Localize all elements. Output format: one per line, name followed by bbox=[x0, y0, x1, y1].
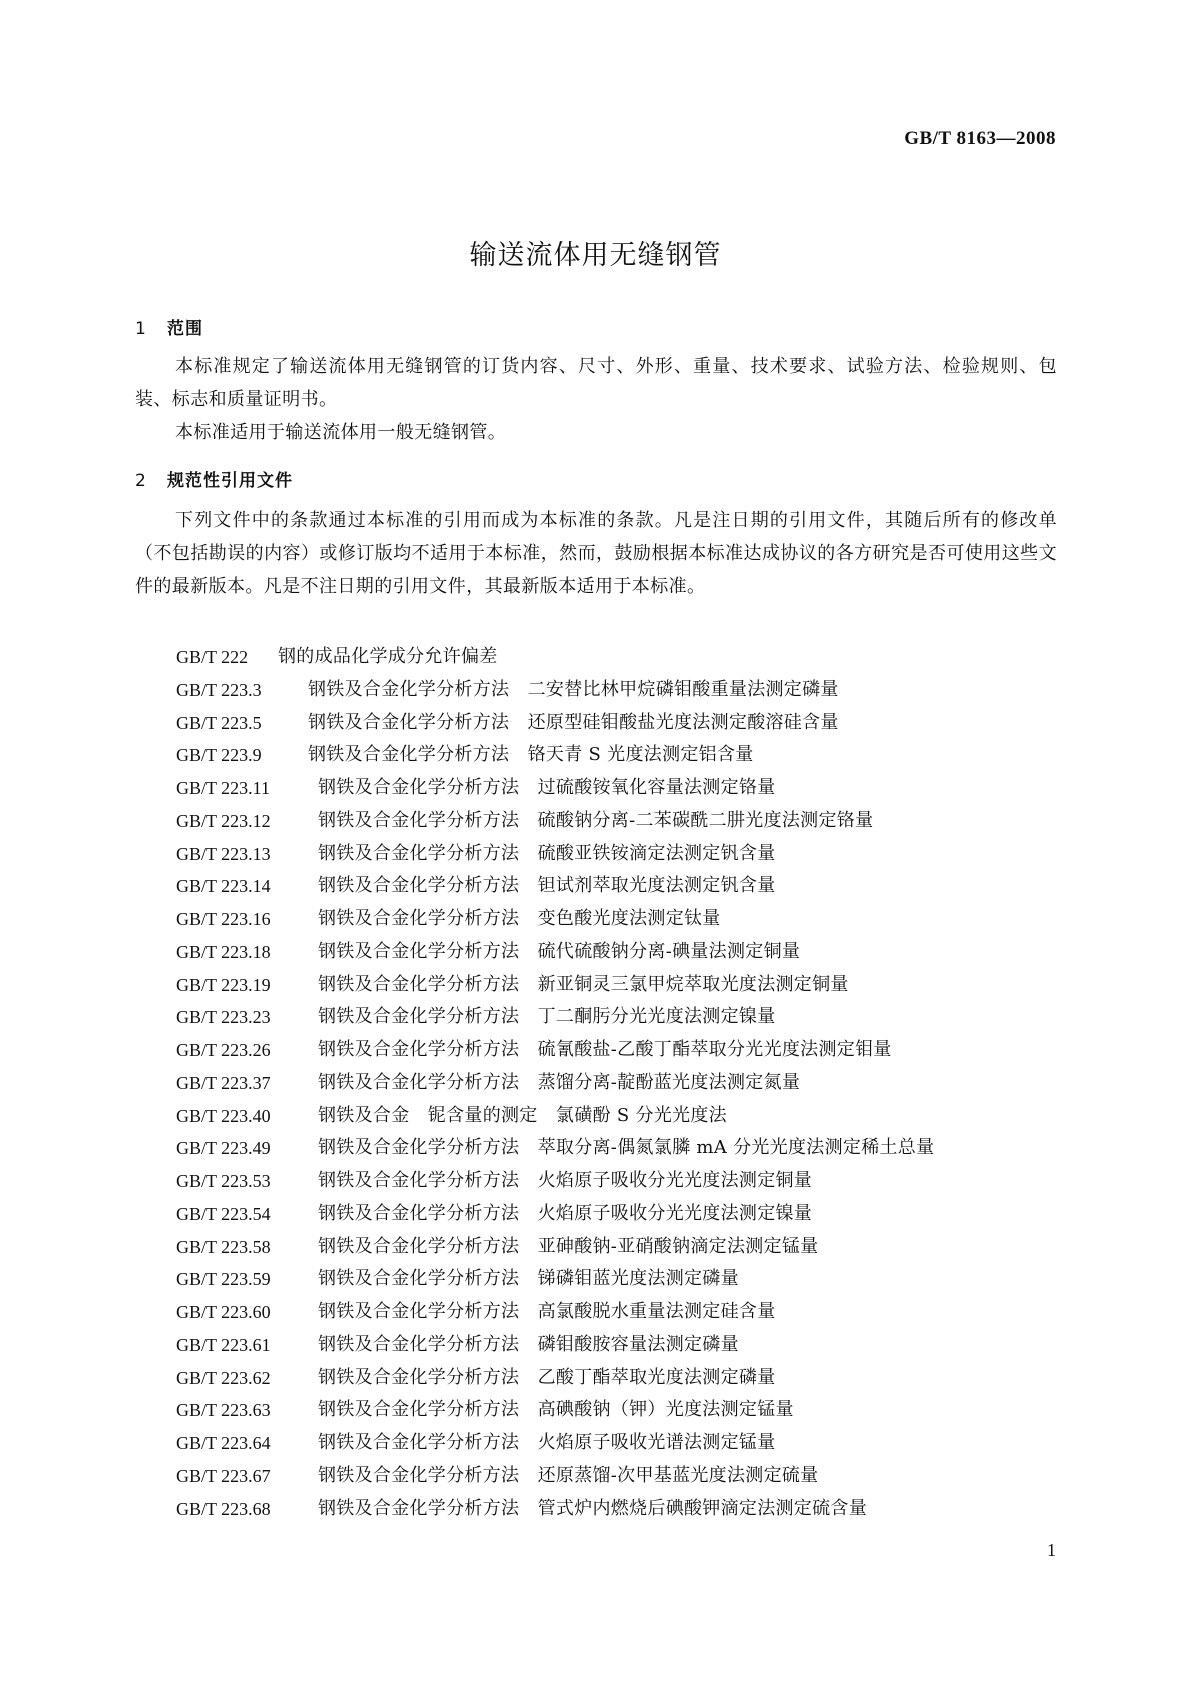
reference-item bbox=[176, 1034, 1066, 1067]
reference-code: GB/T 223.11 bbox=[176, 778, 271, 798]
reference-item bbox=[176, 870, 1066, 903]
reference-title: 钢铁及合金化学分析方法 铬天青 S 光度法测定铝含量 bbox=[308, 744, 754, 766]
section-title: 规范性引用文件 bbox=[167, 471, 293, 491]
reference-code: GB/T 223.61 bbox=[176, 1334, 271, 1355]
section-heading-normative-references bbox=[135, 466, 293, 491]
standard-code: GB/T 8163—2008 bbox=[904, 128, 1056, 149]
reference-code: GB/T 223.59 bbox=[176, 1269, 271, 1290]
reference-item bbox=[176, 1132, 1066, 1165]
reference-title: 钢铁及合金化学分析方法 丁二酮肟分光光度法测定镍量 bbox=[318, 1006, 776, 1028]
reference-item bbox=[176, 1362, 1066, 1395]
reference-item bbox=[176, 1493, 1066, 1526]
reference-title: 钢的成品化学成分允许偏差 bbox=[278, 646, 498, 667]
section-number: 2 bbox=[135, 471, 147, 491]
reference-title: 钢铁及合金化学分析方法 磷钼酸胺容量法测定磷量 bbox=[318, 1333, 739, 1355]
reference-title: 钢铁及合金化学分析方法 二安替比林甲烷磷钼酸重量法测定磷量 bbox=[308, 678, 839, 700]
page-number: 1 bbox=[1047, 1540, 1056, 1560]
reference-code: GB/T 223.3 bbox=[176, 679, 262, 700]
reference-code: GB/T 223.63 bbox=[176, 1400, 271, 1421]
reference-item bbox=[176, 969, 1066, 1002]
reference-code: GB/T 222 bbox=[176, 647, 249, 667]
reference-code: GB/T 223.26 bbox=[176, 1040, 271, 1060]
reference-code: GB/T 223.19 bbox=[176, 974, 271, 995]
reference-item bbox=[176, 1329, 1066, 1362]
reference-code: GB/T 223.64 bbox=[176, 1433, 271, 1453]
reference-item bbox=[176, 1198, 1066, 1231]
reference-code: GB/T 223.49 bbox=[176, 1138, 271, 1159]
reference-title: 钢铁及合金化学分析方法 火焰原子吸收光谱法测定锰量 bbox=[318, 1432, 776, 1453]
reference-item bbox=[176, 707, 1066, 740]
reference-title: 钢铁及合金化学分析方法 乙酸丁酯萃取光度法测定磷量 bbox=[318, 1366, 776, 1388]
references-intro-paragraph: 下列文件中的条款通过本标准的引用而成为本标准的条款。凡是注日期的引用文件，其随后所有的修改单（不包括勘误的内容）或修订版均不适用于本标准，然而，鼓励根据本标准达成协议的各方研究是否可使用这些文件的最新版本。凡是不注日期的引用文件，其最新版本适用于本标准。 bbox=[135, 510, 1057, 597]
reference-code: GB/T 223.68 bbox=[176, 1498, 271, 1519]
reference-item bbox=[176, 805, 1066, 838]
reference-code: GB/T 223.9 bbox=[176, 745, 262, 766]
reference-item bbox=[176, 772, 1066, 805]
reference-title: 钢铁及合金化学分析方法 火焰原子吸收分光光度法测定镍量 bbox=[318, 1202, 813, 1224]
reference-title: 钢铁及合金化学分析方法 锑磷钼蓝光度法测定磷量 bbox=[318, 1268, 739, 1290]
reference-title: 钢铁及合金化学分析方法 硫酸钠分离-二苯碳酰二肼光度法测定铬量 bbox=[318, 809, 874, 831]
reference-item bbox=[176, 1427, 1066, 1460]
section-number: 1 bbox=[135, 319, 147, 339]
reference-item bbox=[176, 838, 1066, 871]
reference-code: GB/T 223.14 bbox=[176, 876, 271, 897]
reference-title: 钢铁及合金化学分析方法 硫酸亚铁铵滴定法测定钒含量 bbox=[318, 842, 776, 864]
document-title: 输送流体用无缝钢管 bbox=[469, 240, 722, 271]
reference-title: 钢铁及合金化学分析方法 还原型硅钼酸盐光度法测定酸溶硅含量 bbox=[308, 711, 839, 733]
reference-item bbox=[176, 1001, 1066, 1034]
reference-code: GB/T 223.12 bbox=[176, 810, 271, 831]
reference-title: 钢铁及合金化学分析方法 变色酸光度法测定钛量 bbox=[318, 908, 721, 929]
scope-paragraph-2: 本标准适用于输送流体用一般无缝钢管。 bbox=[175, 422, 507, 443]
reference-item bbox=[176, 1067, 1066, 1100]
reference-code: GB/T 223.60 bbox=[176, 1302, 271, 1322]
reference-list bbox=[176, 641, 1066, 1525]
reference-title: 钢铁及合金化学分析方法 管式炉内燃烧后碘酸钾滴定法测定硫含量 bbox=[318, 1497, 867, 1519]
reference-item bbox=[176, 1394, 1066, 1427]
reference-code: GB/T 223.13 bbox=[176, 843, 271, 864]
reference-code: GB/T 223.53 bbox=[176, 1171, 271, 1191]
reference-code: GB/T 223.18 bbox=[176, 941, 271, 962]
reference-code: GB/T 223.16 bbox=[176, 909, 271, 929]
reference-title: 钢铁及合金 铌含量的测定 氯磺酚 S 分光光度法 bbox=[318, 1104, 727, 1126]
reference-title: 钢铁及合金化学分析方法 火焰原子吸收分光光度法测定铜量 bbox=[318, 1170, 813, 1191]
reference-title: 钢铁及合金化学分析方法 还原蒸馏-次甲基蓝光度法测定硫量 bbox=[318, 1464, 819, 1486]
reference-item bbox=[176, 1460, 1066, 1493]
reference-item bbox=[176, 903, 1066, 936]
reference-code: GB/T 223.23 bbox=[176, 1007, 271, 1028]
reference-title: 钢铁及合金化学分析方法 硫代硫酸钠分离-碘量法测定铜量 bbox=[318, 940, 801, 962]
section-title: 范围 bbox=[167, 319, 203, 339]
reference-item bbox=[176, 739, 1066, 772]
reference-code: GB/T 223.5 bbox=[176, 712, 262, 733]
reference-title: 钢铁及合金化学分析方法 新亚铜灵三氯甲烷萃取光度法测定铜量 bbox=[318, 973, 849, 995]
reference-title: 钢铁及合金化学分析方法 高碘酸钠（钾）光度法测定锰量 bbox=[318, 1399, 794, 1421]
reference-item bbox=[176, 641, 1066, 674]
reference-code: GB/T 223.37 bbox=[176, 1072, 271, 1093]
reference-item bbox=[176, 1231, 1066, 1264]
reference-title: 钢铁及合金化学分析方法 亚砷酸钠-亚硝酸钠滴定法测定锰量 bbox=[318, 1235, 819, 1257]
reference-title: 钢铁及合金化学分析方法 萃取分离-偶氮氯膦 mA 分光光度法测定稀土总量 bbox=[318, 1137, 935, 1159]
reference-item bbox=[176, 1165, 1066, 1198]
reference-title: 钢铁及合金化学分析方法 高氯酸脱水重量法测定硅含量 bbox=[318, 1301, 776, 1322]
reference-item bbox=[176, 674, 1066, 707]
reference-code: GB/T 223.67 bbox=[176, 1465, 271, 1486]
reference-item bbox=[176, 1296, 1066, 1329]
scope-paragraph-1: 本标准规定了输送流体用无缝钢管的订货内容、尺寸、外形、重量、技术要求、试验方法、检验规则、包装、标志和质量证明书。 bbox=[135, 356, 1057, 410]
section-heading-scope bbox=[135, 314, 203, 339]
reference-code: GB/T 223.58 bbox=[176, 1236, 271, 1257]
reference-title: 钢铁及合金化学分析方法 过硫酸铵氧化容量法测定铬量 bbox=[318, 777, 776, 798]
reference-title: 钢铁及合金化学分析方法 硫氰酸盐-乙酸丁酯萃取分光光度法测定钼量 bbox=[318, 1039, 892, 1060]
reference-code: GB/T 223.62 bbox=[176, 1367, 271, 1388]
reference-item bbox=[176, 1263, 1066, 1296]
reference-code: GB/T 223.54 bbox=[176, 1203, 271, 1224]
reference-code: GB/T 223.40 bbox=[176, 1105, 271, 1126]
reference-title: 钢铁及合金化学分析方法 钽试剂萃取光度法测定钒含量 bbox=[318, 875, 776, 897]
reference-item bbox=[176, 1100, 1066, 1133]
reference-item bbox=[176, 936, 1066, 969]
reference-title: 钢铁及合金化学分析方法 蒸馏分离-靛酚蓝光度法测定氮量 bbox=[318, 1071, 801, 1093]
